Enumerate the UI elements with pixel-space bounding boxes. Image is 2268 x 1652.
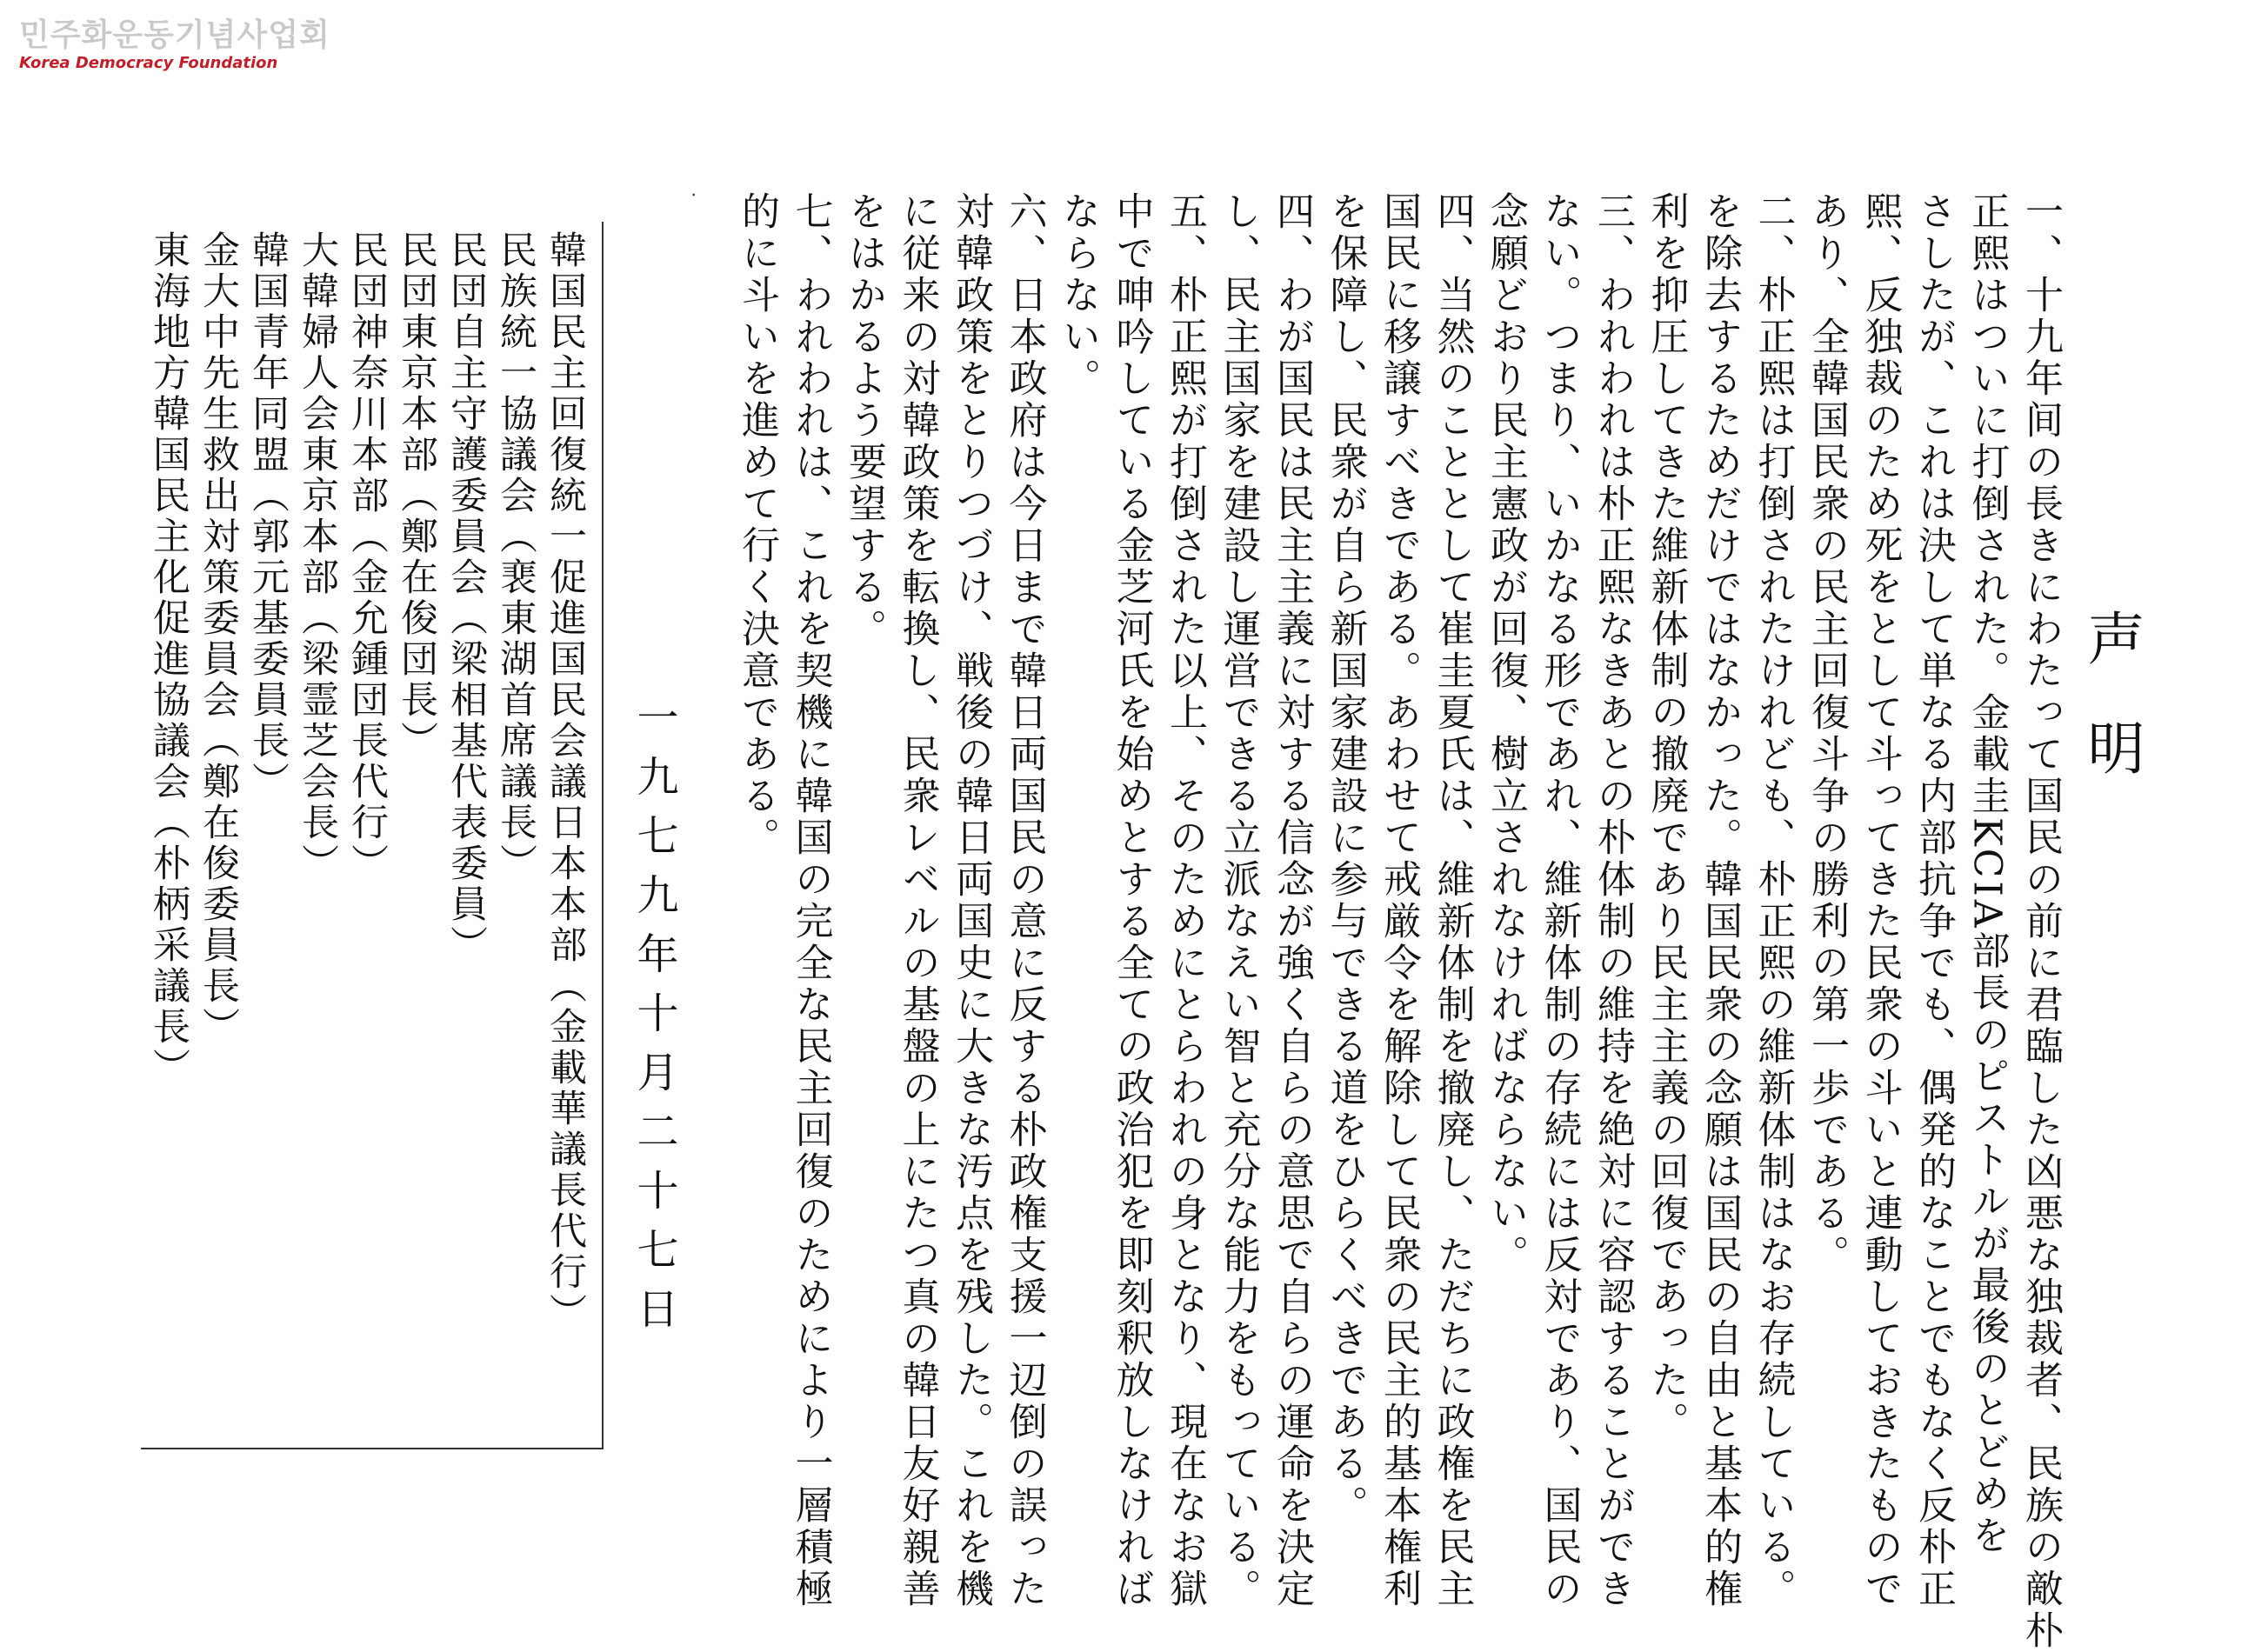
statement-column: 五、朴正熙が打倒された以上、そのためにとらわれの身となり、現在なお獄 bbox=[1163, 191, 1207, 1610]
signatory-organization: 大韓婦人会東京本部（梁霊芝会長） bbox=[296, 230, 339, 884]
signatory-organization: 民団東京本部（鄭在俊団長） bbox=[395, 230, 438, 762]
statement-column: 四、わが国民は民主主義に対する信念が強く自らの意思で自らの運命を決定 bbox=[1270, 191, 1314, 1610]
document-title: 声明 bbox=[2078, 609, 2145, 828]
statement-column: 二、朴正熙は打倒されたけれども、朴正熙の維新体制はなお存続している。 bbox=[1751, 191, 1796, 1610]
watermark-english: Korea Democracy Foundation bbox=[19, 54, 278, 72]
statement-column: 四、当然のこととして崔圭夏氏は、維新体制を撤廃し、ただちに政権を民主 bbox=[1430, 191, 1475, 1610]
statement-column: 念願どおり民主憲政が回復、樹立されなければならない。 bbox=[1484, 191, 1528, 1276]
watermark-korean: 민주화운동기념사업회 bbox=[19, 17, 330, 53]
statement-column: を保障し、民衆が自ら新国家建設に参与できる道をひらくべきである。 bbox=[1323, 191, 1368, 1527]
statement-column: し、民主国家を建設し運営できる立派なえい智と充分な能力をもっている。 bbox=[1216, 191, 1261, 1610]
signatory-organization: 民族統一協議会（裵東湖首席議長） bbox=[494, 230, 537, 884]
signatory-organization: 民団神奈川本部（金允鍾団長代行） bbox=[345, 230, 389, 884]
statement-column: に従来の対韓政策を転換し、民衆レベルの基盤の上にたつ真の韓日友好親善 bbox=[895, 191, 940, 1610]
signatory-organization: 韓国青年同盟（郭元基委員長） bbox=[246, 230, 290, 803]
statement-column: 熙、反独裁のため死をとして斗ってきた民衆の斗いと連動しておきたもので bbox=[1858, 191, 1903, 1610]
statement-column: 三、われわれは朴正熙なきあとの朴体制の維持を絶対に容認することができ bbox=[1591, 191, 1635, 1610]
margin-mark: ⸱ bbox=[691, 184, 697, 205]
statement-column: ない。つまり、いかなる形であれ、維新体制の存続には反対であり、国民の bbox=[1537, 191, 1582, 1610]
statement-column: を除去するためだけではなかった。韓国民衆の念願は国民の自由と基本的権 bbox=[1698, 191, 1742, 1610]
signatory-organization: 金大中先生救出対策委員会（鄭在俊委員長） bbox=[197, 230, 240, 1048]
statement-column: 的に斗いを進めて行く決意である。 bbox=[735, 191, 779, 859]
signatory-organization: 東海地方韓国民主化促進協議会（朴柄采議長） bbox=[147, 230, 190, 1089]
statement-column: 利を抑圧してきた維新体制の撤廃であり民主主義の回復であった。 bbox=[1644, 191, 1689, 1443]
statement-column: あり、全韓国民衆の民主回復斗争の勝利の第一歩である。 bbox=[1804, 191, 1849, 1276]
statement-date: 一九七九年十月二十七日 bbox=[630, 696, 678, 1346]
statement-column: 正熙はついに打倒された。金載圭KCIA部長のピストルが最後のとどめを bbox=[1964, 191, 2010, 1557]
signatory-organization: 韓国民主回復統一促進国民会議日本本部（金載華議長代行） bbox=[544, 230, 587, 1334]
statement-column: 対韓政策をとりつづけ、戦後の韓日両国史に大きな汚点を残した。これを機 bbox=[949, 191, 993, 1610]
statement-column: 中で呻吟している金芝河氏を始めとする全ての政治犯を即刻釈放しなければ bbox=[1109, 191, 1154, 1610]
signatory-organization: 民団自主守護委員会（梁相基代表委員） bbox=[444, 230, 488, 966]
statement-column: 七、われわれは、これを契機に韓国の完全な民主回復のためにより一層積極 bbox=[788, 191, 833, 1610]
statement-column: 国民に移譲すべきである。あわせて戒厳令を解除して民衆の民主的基本権利 bbox=[1377, 191, 1421, 1610]
statement-column: さしたが、これは決して単なる内部抗争でも、偶発的なことでもなく反朴正 bbox=[1911, 191, 1956, 1610]
statement-column: をはかるよう要望する。 bbox=[842, 191, 886, 650]
statement-column: 一、十九年间の長きにわたって国民の前に君臨した凶悪な独裁者、民族の敵朴 bbox=[2018, 191, 2063, 1652]
statement-column: ならない。 bbox=[1056, 191, 1100, 400]
statement-column: 六、日本政府は今日まで韓日両国民の意に反する朴政権支援一辺倒の誤った bbox=[1002, 191, 1047, 1610]
